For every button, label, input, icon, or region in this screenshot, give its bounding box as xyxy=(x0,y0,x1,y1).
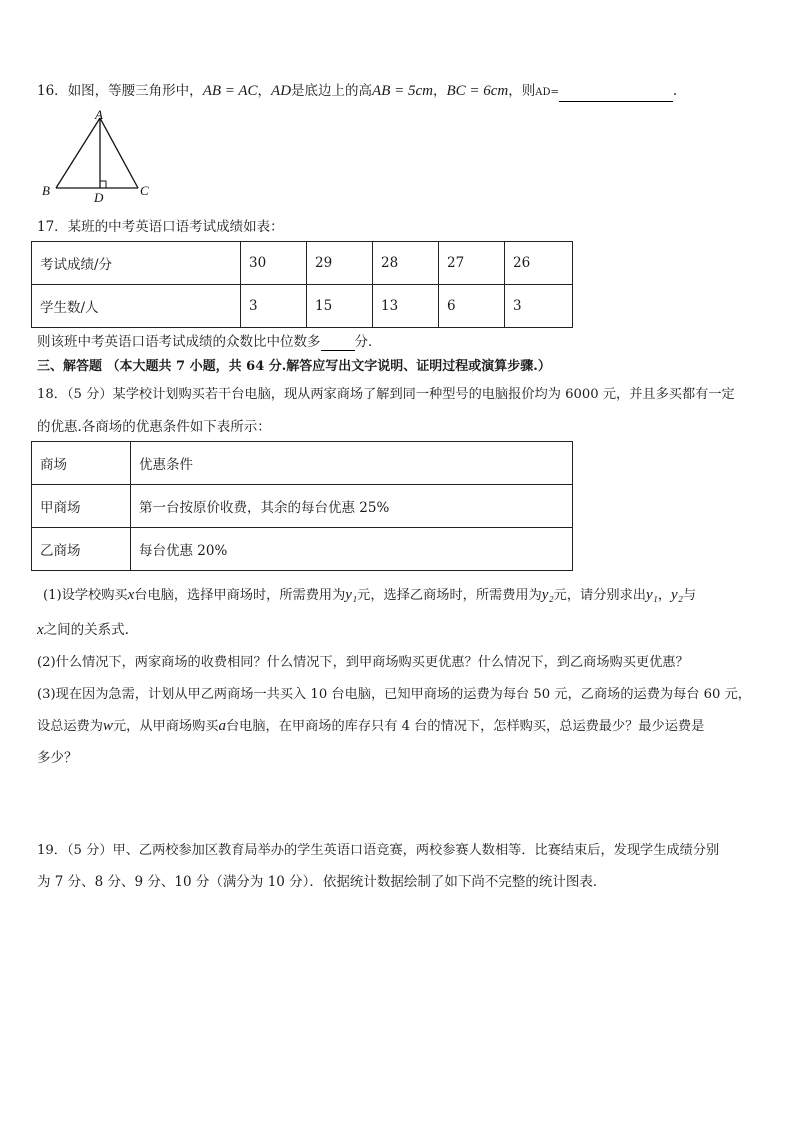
q18-para-line1: 18．（5 分）某学校计划购买若干台电脑，现从两家商场了解到同一种型号的电脑报价均为 6000 元，并且多买都有一定 xyxy=(37,387,735,402)
table-cell: 29 xyxy=(307,242,373,285)
q16-text: 如图，等腰三角形中， xyxy=(67,83,203,99)
q18-s1-text: 台电脑，选择甲商场时，所需费用为 xyxy=(134,588,346,603)
score-table xyxy=(31,241,573,328)
table-cell: 乙商场 xyxy=(32,528,131,571)
var-y2: y₂ xyxy=(671,587,683,603)
q17-tail xyxy=(37,333,382,351)
table-cell: 15 xyxy=(307,285,373,328)
q18-s3-text: 台电脑，在甲商场的库存只有 4 台的情况下，怎样购买，总运费最少？最少运费是 xyxy=(225,719,705,734)
q18-s3-text: 设总运费为 xyxy=(37,719,103,734)
q18-sub1-line1 xyxy=(43,586,696,605)
var-x: x xyxy=(37,622,44,638)
q19-line2: 为 7 分、8 分、9 分、10 分（满分为 10 分）．依据统计数据绘制了如下尚不完整的统计图表． xyxy=(37,874,607,890)
q16-text-height: 是底边上的高 xyxy=(291,83,373,99)
label-a: A xyxy=(95,110,103,122)
table-cell: 26 xyxy=(505,242,573,285)
q19-line1: 19．（5 分）甲、乙两校参加区教育局举办的学生英语口语竞赛，两校参赛人数相等．比赛结束后，发现学生成绩分别 xyxy=(37,843,720,858)
var-y1: y₁ xyxy=(645,587,658,603)
table-row xyxy=(32,485,573,528)
var-x: x xyxy=(127,587,135,603)
table-cell: 13 xyxy=(373,285,439,328)
q16-period: . xyxy=(672,83,678,99)
table-header-cell: 优惠条件 xyxy=(131,442,573,485)
q16-eq-bc: BC = 6cm xyxy=(446,83,509,99)
q18-s1-text: 元，请分别求出 xyxy=(553,588,646,603)
table-cell: 第一台按原价收费，其余的每台优惠 25% xyxy=(131,485,573,528)
q18-s1-text: 元，选择乙商场时，所需费用为 xyxy=(357,588,542,603)
promotion-table xyxy=(31,441,573,571)
table-cell: 3 xyxy=(505,285,573,328)
q16-eq-ab: AB = 5cm xyxy=(372,83,433,99)
q16-eq-ab-ac: AB = AC xyxy=(202,83,258,99)
q18-para-line2: 的优惠.各商场的优惠条件如下表所示： xyxy=(37,419,271,435)
q16-ad: AD xyxy=(271,83,292,99)
q17-tail-unit: 分． xyxy=(354,334,382,350)
q17-tail-text: 则该班中考英语口语考试成绩的众数比中位数多 xyxy=(37,334,321,350)
isosceles-triangle-figure xyxy=(36,110,156,202)
triangle-side-ac xyxy=(100,118,138,188)
q18-sub3-line2 xyxy=(37,717,704,736)
table-cell: 28 xyxy=(373,242,439,285)
var-y1: y₁ xyxy=(345,587,358,603)
table-cell: 每台优惠 20% xyxy=(131,528,573,571)
q16-then: ，则 xyxy=(508,83,536,99)
q17-intro: 17．某班的中考英语口语考试成绩如表： xyxy=(37,219,284,235)
triangle-side-ab xyxy=(56,118,100,188)
table-cell: 甲商场 xyxy=(32,485,131,528)
q18-sub2: (2)什么情况下，两家商场的收费相同？什么情况下，到甲商场购买更优惠？什么情况下，到乙商场购买更优惠？ xyxy=(37,655,689,670)
q16-comma: ， xyxy=(257,83,272,99)
table-row xyxy=(32,285,573,328)
table-row xyxy=(32,242,573,285)
q16-comma2: ， xyxy=(432,83,447,99)
q16-line xyxy=(37,82,677,102)
q16-number: 16． xyxy=(37,83,68,99)
q18-sub3-line1: (3)现在因为急需，计划从甲乙两商场一共买入 10 台电脑，已知甲商场的运费为每台 50 元，乙商场的运费为每台 60 元， xyxy=(37,687,751,702)
q18-s1-text: ， xyxy=(657,588,672,603)
right-angle-mark xyxy=(100,181,106,188)
label-b: B xyxy=(42,183,50,198)
table-cell: 3 xyxy=(241,285,307,328)
table-header-cell: 商场 xyxy=(32,442,131,485)
label-c: C xyxy=(140,183,149,198)
q16-ad-label: AD= xyxy=(535,87,559,98)
q17-answer-blank[interactable] xyxy=(321,336,355,351)
q18-s1-text: 之间的关系式. xyxy=(43,622,129,638)
table-cell: 30 xyxy=(241,242,307,285)
var-y2: y₂ xyxy=(541,587,554,603)
table-cell: 27 xyxy=(439,242,505,285)
q16-answer-blank[interactable] xyxy=(559,87,673,102)
table-row xyxy=(32,442,573,485)
var-w: w xyxy=(102,718,113,734)
q18-sub3-line3: 多少？ xyxy=(37,750,78,766)
q18-s3-text: 元，从甲商场购买 xyxy=(112,719,219,734)
q18-s1-text: 与 xyxy=(682,588,697,603)
section-3-heading: 三、解答题 （本大题共 7 小题，共 64 分.解答应写出文字说明、证明过程或演算步骤.） xyxy=(37,359,551,374)
q18-s1-text: (1)设学校购买 xyxy=(43,588,128,603)
table-cell: 6 xyxy=(439,285,505,328)
q18-sub1-line2 xyxy=(37,621,129,639)
table-header-cell: 考试成绩/分 xyxy=(32,242,241,285)
table-row xyxy=(32,528,573,571)
label-d: D xyxy=(94,190,104,202)
var-a: a xyxy=(218,718,226,734)
table-header-cell: 学生数/人 xyxy=(32,285,241,328)
